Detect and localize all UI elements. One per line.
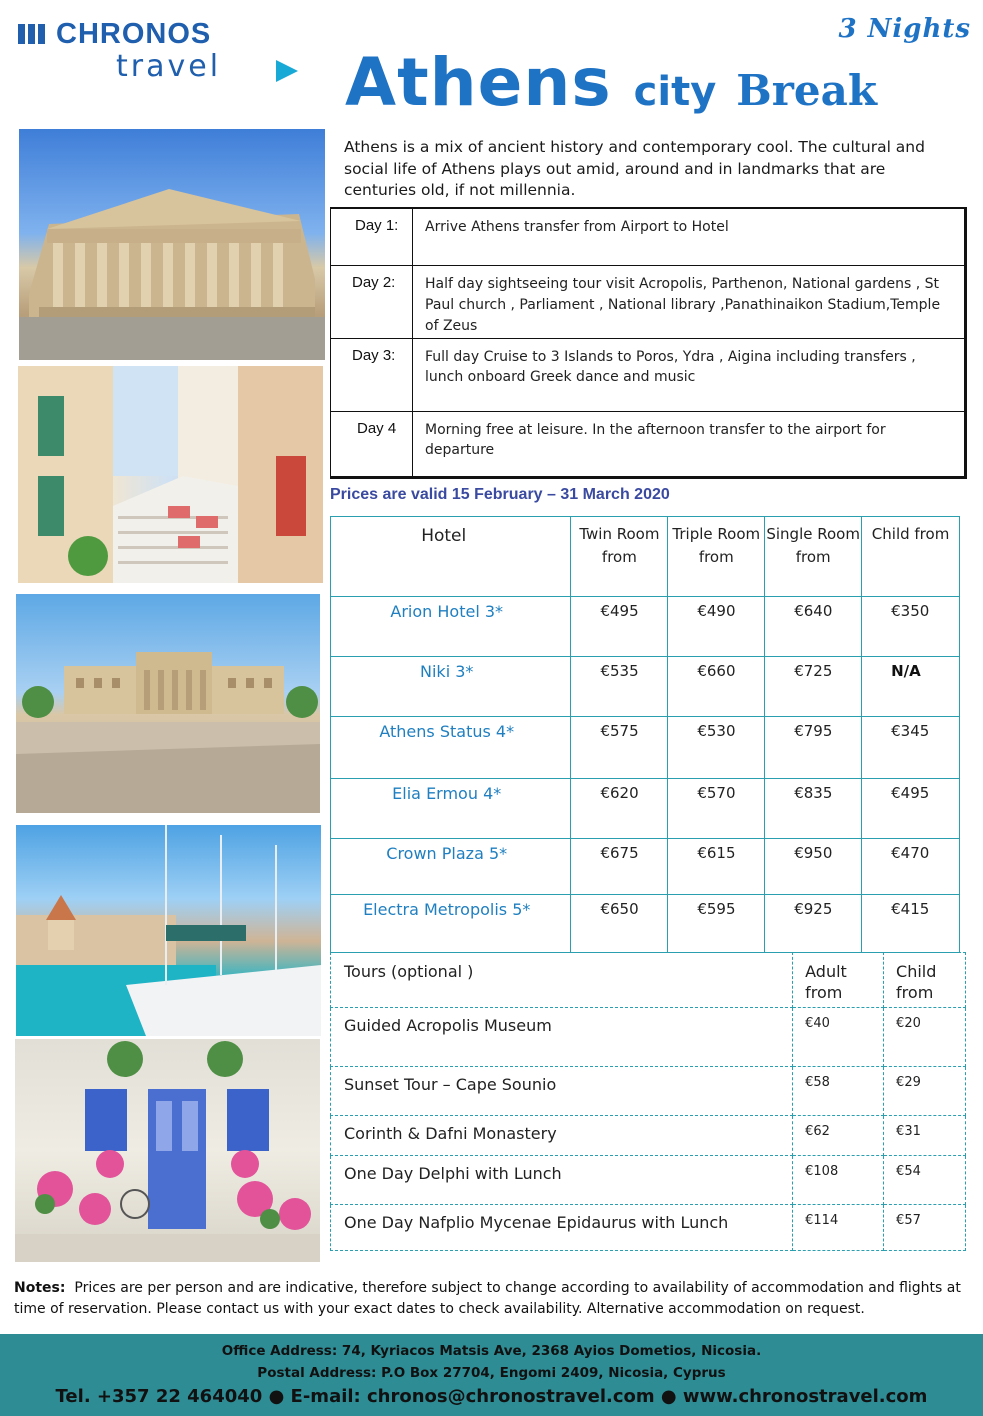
itinerary-day: Day 1:	[331, 209, 413, 265]
logo-brand-name: CHRONOS	[56, 18, 212, 50]
child-price: €470	[862, 839, 960, 895]
twin-price: €675	[571, 839, 668, 895]
table-row	[331, 1116, 966, 1156]
triple-price: €570	[668, 779, 765, 839]
single-price: €950	[765, 839, 862, 895]
title-break: Break	[736, 66, 877, 115]
single-price: €835	[765, 779, 862, 839]
title-city: city	[633, 69, 717, 115]
table-row	[331, 717, 960, 779]
triple-price: €530	[668, 717, 765, 779]
tour-adult-price: €40	[793, 1008, 884, 1067]
header-single: Single Room from	[765, 517, 862, 597]
header-triple: Triple Room from	[668, 517, 765, 597]
header-adult: Adult from	[793, 953, 884, 1008]
triple-price: €595	[668, 895, 765, 953]
tour-child-price: €54	[884, 1156, 966, 1205]
hotel-name: Niki 3*	[331, 657, 571, 717]
logo-bars-icon	[18, 24, 45, 44]
notes-text: Prices are per person and are indicative, therefore subject to change according to availability of accommodation and flights at time of reservation. Please contact us with your exact dates to check availability. Alternative accommodation on request.	[14, 1280, 961, 1317]
parliament-photo	[16, 594, 320, 813]
hotel-name: Arion Hotel 3*	[331, 597, 571, 657]
child-price: €415	[862, 895, 960, 953]
blue-door-photo	[15, 1039, 320, 1262]
hotel-name: Electra Metropolis 5*	[331, 895, 571, 953]
tour-adult-price: €108	[793, 1156, 884, 1205]
contact-line[interactable]: Tel. +357 22 464040 ● E-mail: chronos@chronostravel.com ● www.chronostravel.com	[55, 1386, 928, 1407]
tour-adult-price: €58	[793, 1067, 884, 1116]
notes-label: Notes:	[14, 1280, 66, 1296]
optional-tours-table	[330, 952, 966, 1251]
itinerary-day: Day 3:	[331, 339, 413, 411]
tour-child-price: €57	[884, 1205, 966, 1251]
page-title	[345, 44, 877, 121]
price-header-row	[331, 517, 960, 597]
itinerary-row	[331, 412, 964, 478]
notes	[14, 1278, 974, 1320]
tour-name: Corinth & Dafni Monastery	[331, 1116, 793, 1156]
itinerary-table	[330, 207, 967, 479]
table-row	[331, 779, 960, 839]
header-child: Child from	[862, 517, 960, 597]
single-price: €640	[765, 597, 862, 657]
triple-price: €660	[668, 657, 765, 717]
office-address: Office Address: 74, Kyriacos Matsis Ave, 2368 Ayios Dometios, Nicosia.	[221, 1343, 762, 1359]
table-row	[331, 839, 960, 895]
twin-price: €575	[571, 717, 668, 779]
footer	[0, 1334, 983, 1416]
hotel-price-table	[330, 516, 960, 953]
itinerary-desc: Full day Cruise to 3 Islands to Poros, Ydra , Aigina including transfers , lunch onboard Greek dance and music	[425, 349, 916, 385]
tour-child-price: €20	[884, 1008, 966, 1067]
hotel-name: Elia Ermou 4*	[331, 779, 571, 839]
table-row	[331, 597, 960, 657]
itinerary-row	[331, 266, 964, 339]
itinerary-desc: Half day sightseeing tour visit Acropolis, Parthenon, National gardens , St Paul church , Parliament , National library ,Panathinaikon Stadium,Temple of Zeus	[425, 276, 941, 334]
table-row	[331, 895, 960, 953]
logo-arrow-icon	[276, 60, 298, 82]
itinerary-row	[331, 339, 964, 412]
table-row	[331, 1205, 966, 1251]
header-tours: Tours (optional )	[331, 953, 793, 1008]
itinerary-desc: Arrive Athens transfer from Airport to Hotel	[425, 219, 729, 235]
hotel-name: Crown Plaza 5*	[331, 839, 571, 895]
table-row	[331, 1156, 966, 1205]
triple-price: €615	[668, 839, 765, 895]
table-row	[331, 1067, 966, 1116]
nights-label: 3 Nights	[838, 14, 971, 44]
twin-price: €495	[571, 597, 668, 657]
table-row	[331, 1008, 966, 1067]
child-price: €495	[862, 779, 960, 839]
postal-address: Postal Address: P.O Box 27704, Engomi 2409, Nicosia, Cyprus	[257, 1365, 726, 1381]
twin-price: €620	[571, 779, 668, 839]
itinerary-row	[331, 209, 964, 266]
header-twin: Twin Room from	[571, 517, 668, 597]
intro-paragraph: Athens is a mix of ancient history and contemporary cool. The cultural and social life of Athens plays out amid, around and in landmarks that are centuries old, if not millennia.	[344, 138, 925, 199]
header-tour-child: Child from	[884, 953, 966, 1008]
tour-adult-price: €114	[793, 1205, 884, 1251]
itinerary-day: Day 2:	[331, 266, 413, 338]
single-price: €925	[765, 895, 862, 953]
chronos-travel-logo	[18, 18, 288, 88]
tours-header-row	[331, 953, 966, 1008]
twin-price: €535	[571, 657, 668, 717]
hotel-name: Athens Status 4*	[331, 717, 571, 779]
parthenon-photo	[19, 129, 325, 360]
header-hotel: Hotel	[331, 517, 571, 597]
tour-name: Sunset Tour – Cape Sounio	[331, 1067, 793, 1116]
harbour-photo	[16, 825, 321, 1036]
tour-adult-price: €62	[793, 1116, 884, 1156]
table-row	[331, 657, 960, 717]
plaka-street-photo	[18, 366, 323, 583]
triple-price: €490	[668, 597, 765, 657]
single-price: €725	[765, 657, 862, 717]
tour-name: One Day Nafplio Mycenae Epidaurus with Lunch	[331, 1205, 793, 1251]
tour-name: One Day Delphi with Lunch	[331, 1156, 793, 1205]
twin-price: €650	[571, 895, 668, 953]
child-price: €350	[862, 597, 960, 657]
tour-child-price: €29	[884, 1067, 966, 1116]
single-price: €795	[765, 717, 862, 779]
tour-name: Guided Acropolis Museum	[331, 1008, 793, 1067]
tour-child-price: €31	[884, 1116, 966, 1156]
itinerary-desc: Morning free at leisure. In the afternoon transfer to the airport for departure	[425, 422, 886, 458]
child-price: €345	[862, 717, 960, 779]
child-price: N/A	[862, 657, 960, 717]
price-validity: Prices are valid 15 February – 31 March 2020	[330, 486, 670, 503]
itinerary-day: Day 4	[331, 412, 413, 478]
logo-brand-sub: travel	[116, 49, 222, 84]
title-athens: Athens	[345, 44, 612, 121]
